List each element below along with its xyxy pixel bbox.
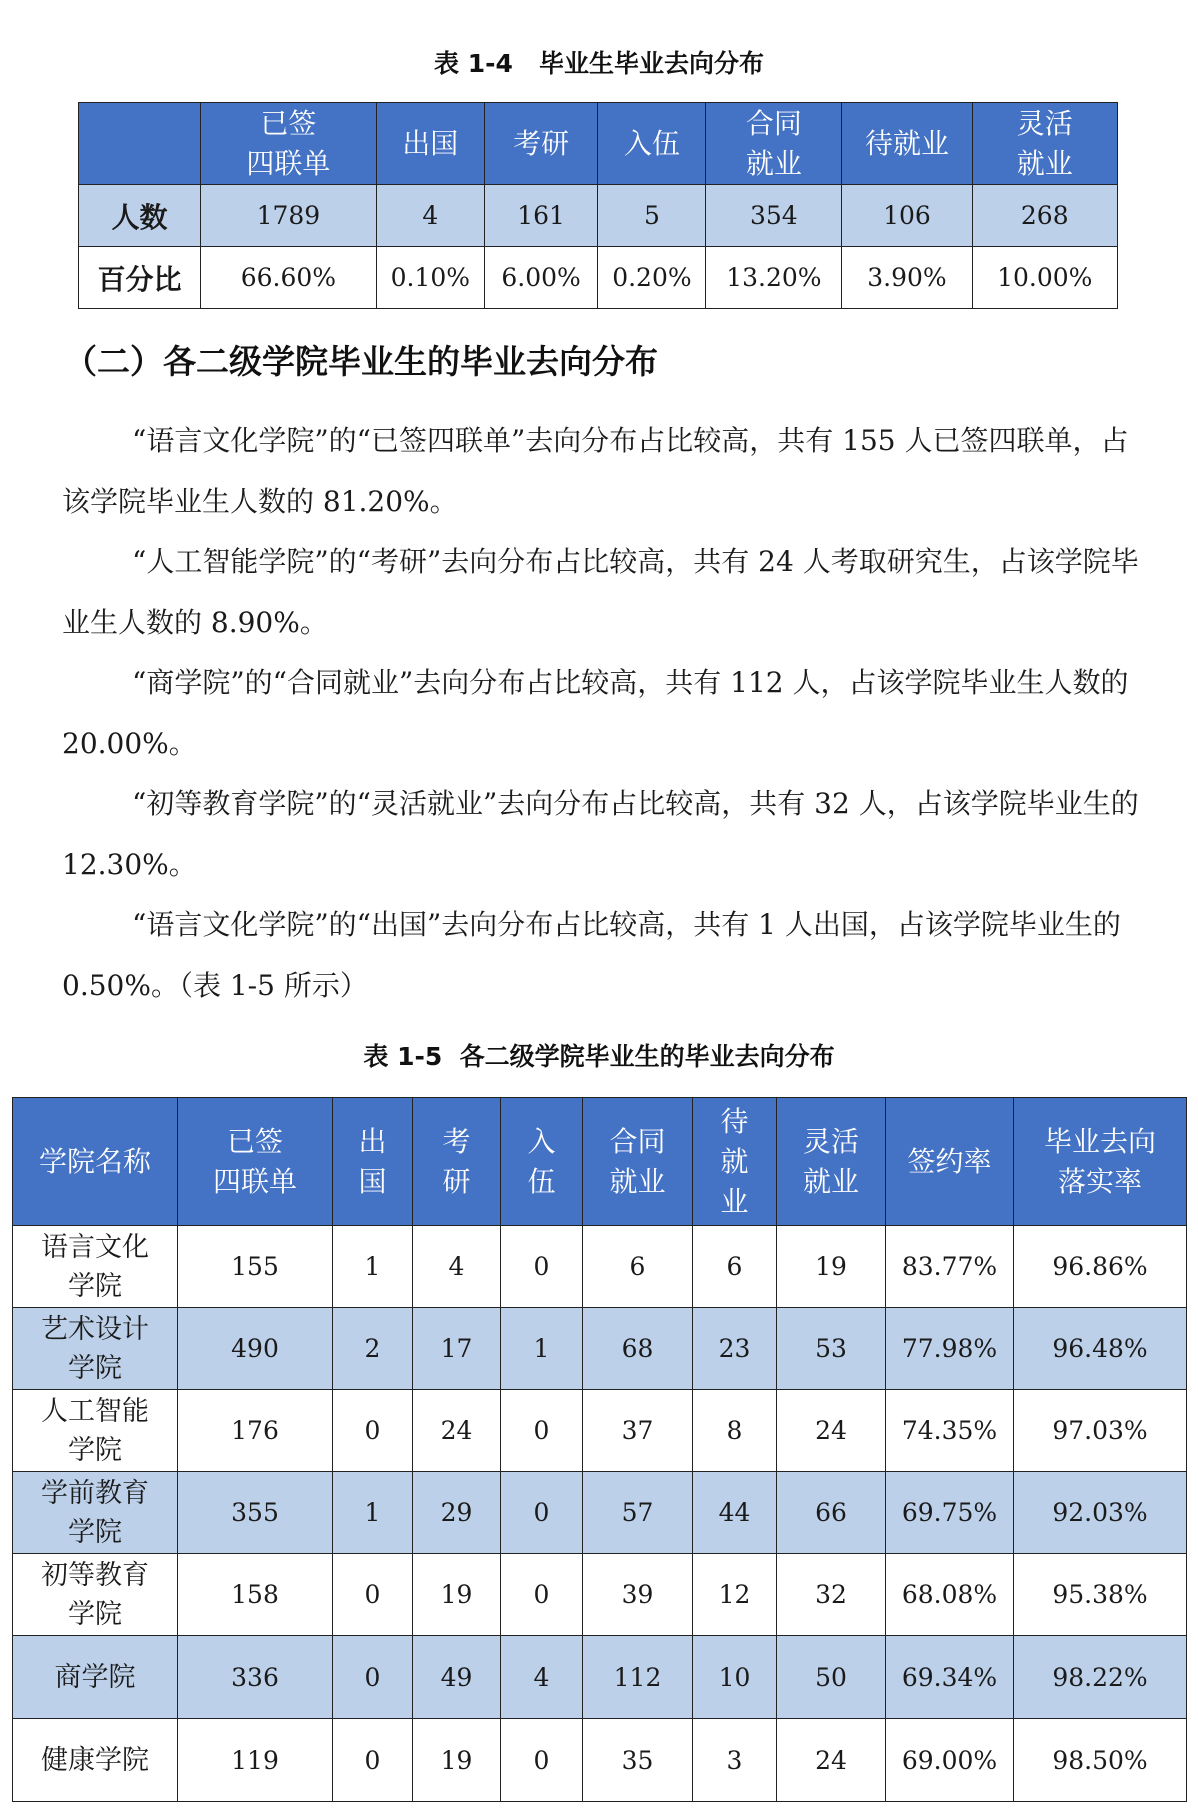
cell: 50 <box>777 1636 886 1719</box>
cell: 0 <box>333 1719 413 1802</box>
cell: 29 <box>413 1472 501 1554</box>
table1-header-signed: 已签 四联单 <box>200 103 376 185</box>
cell: 355 <box>178 1472 333 1554</box>
cell: 6 <box>693 1226 777 1308</box>
cell: 98.22% <box>1014 1636 1187 1719</box>
paragraph: “初等教育学院”的“灵活就业”去向分布占比较高，共有 32 人，占该学院毕业生的 12.30%。 <box>62 787 1139 881</box>
table-row <box>13 1636 1187 1719</box>
college-name: 初等教育 学院 <box>13 1554 178 1636</box>
cell: 1789 <box>200 185 376 247</box>
table2-caption: 表 1-5 各二级学院毕业生的毕业去向分布 <box>363 1042 835 1071</box>
cell: 10.00% <box>972 247 1117 309</box>
cell: 12 <box>693 1554 777 1636</box>
cell: 96.48% <box>1014 1308 1187 1390</box>
cell: 53 <box>777 1308 886 1390</box>
section-heading: （二）各二级学院毕业生的毕业去向分布 <box>64 342 658 381</box>
college-name: 艺术设计 学院 <box>13 1308 178 1390</box>
table-row <box>13 1554 1187 1636</box>
cell: 74.35% <box>886 1390 1014 1472</box>
cell: 69.75% <box>886 1472 1014 1554</box>
cell: 57 <box>583 1472 693 1554</box>
cell: 3.90% <box>842 247 972 309</box>
cell: 0 <box>501 1390 583 1472</box>
table1-header-abroad: 出国 <box>376 103 484 185</box>
cell: 0 <box>501 1472 583 1554</box>
table1-header-waiting: 待就业 <box>842 103 972 185</box>
cell: 77.98% <box>886 1308 1014 1390</box>
cell: 24 <box>777 1719 886 1802</box>
cell: 83.77% <box>886 1226 1014 1308</box>
cell: 0 <box>333 1636 413 1719</box>
cell: 0 <box>333 1390 413 1472</box>
cell: 24 <box>413 1390 501 1472</box>
cell: 0 <box>333 1554 413 1636</box>
table2-header-waiting: 待 就 业 <box>693 1098 777 1226</box>
cell: 32 <box>777 1554 886 1636</box>
cell: 336 <box>178 1636 333 1719</box>
college-name: 商学院 <box>13 1636 178 1719</box>
table2-header-contract: 合同 就业 <box>583 1098 693 1226</box>
cell: 96.86% <box>1014 1226 1187 1308</box>
table1-header-postgrad: 考研 <box>484 103 598 185</box>
table-row <box>13 1472 1187 1554</box>
paragraph: “语言文化学院”的“出国”去向分布占比较高，共有 1 人出国，占该学院毕业生的 0.50%。（表 1-5 所示） <box>62 908 1121 1002</box>
cell: 119 <box>178 1719 333 1802</box>
college-destination-table <box>12 1097 1187 1802</box>
table-row <box>13 1308 1187 1390</box>
college-name: 健康学院 <box>13 1719 178 1802</box>
cell: 95.38% <box>1014 1554 1187 1636</box>
table1-header-row <box>79 103 1118 185</box>
cell: 155 <box>178 1226 333 1308</box>
cell: 44 <box>693 1472 777 1554</box>
cell: 23 <box>693 1308 777 1390</box>
cell: 176 <box>178 1390 333 1472</box>
cell: 2 <box>333 1308 413 1390</box>
table2-header-placement-rate: 毕业去向 落实率 <box>1014 1098 1187 1226</box>
table2-header-army: 入 伍 <box>501 1098 583 1226</box>
cell: 268 <box>972 185 1117 247</box>
graduate-destination-table <box>78 102 1118 309</box>
table1-header-contract: 合同 就业 <box>706 103 842 185</box>
cell: 68.08% <box>886 1554 1014 1636</box>
college-name: 语言文化 学院 <box>13 1226 178 1308</box>
cell: 0 <box>501 1554 583 1636</box>
cell: 0 <box>501 1226 583 1308</box>
table-row <box>13 1226 1187 1308</box>
cell: 68 <box>583 1308 693 1390</box>
cell: 97.03% <box>1014 1390 1187 1472</box>
cell: 92.03% <box>1014 1472 1187 1554</box>
table2-header-row <box>13 1098 1187 1226</box>
cell: 35 <box>583 1719 693 1802</box>
cell: 98.50% <box>1014 1719 1187 1802</box>
cell: 5 <box>598 185 706 247</box>
cell: 17 <box>413 1308 501 1390</box>
cell: 106 <box>842 185 972 247</box>
cell: 19 <box>413 1554 501 1636</box>
table2-header-signed: 已签 四联单 <box>178 1098 333 1226</box>
table1-row-count <box>79 185 1118 247</box>
college-name: 学前教育 学院 <box>13 1472 178 1554</box>
table1-header-corner <box>79 103 201 185</box>
paragraph: “语言文化学院”的“已签四联单”去向分布占比较高，共有 155 人已签四联单，占该学院毕业生人数的 81.20%。 <box>62 424 1129 518</box>
paragraph: “商学院”的“合同就业”去向分布占比较高，共有 112 人，占该学院毕业生人数的 20.00%。 <box>62 666 1129 760</box>
table1-caption: 表 1-4 毕业生毕业去向分布 <box>434 49 764 78</box>
cell: 1 <box>333 1472 413 1554</box>
cell: 39 <box>583 1554 693 1636</box>
cell: 13.20% <box>706 247 842 309</box>
row-label: 人数 <box>79 185 201 247</box>
table2-header-postgrad: 考 研 <box>413 1098 501 1226</box>
cell: 19 <box>777 1226 886 1308</box>
cell: 158 <box>178 1554 333 1636</box>
cell: 1 <box>333 1226 413 1308</box>
cell: 6.00% <box>484 247 598 309</box>
table2-header-college: 学院名称 <box>13 1098 178 1226</box>
cell: 37 <box>583 1390 693 1472</box>
cell: 69.00% <box>886 1719 1014 1802</box>
cell: 10 <box>693 1636 777 1719</box>
cell: 66 <box>777 1472 886 1554</box>
cell: 69.34% <box>886 1636 1014 1719</box>
cell: 490 <box>178 1308 333 1390</box>
cell: 0 <box>501 1719 583 1802</box>
row-label: 百分比 <box>79 247 201 309</box>
college-name: 人工智能 学院 <box>13 1390 178 1472</box>
cell: 24 <box>777 1390 886 1472</box>
cell: 161 <box>484 185 598 247</box>
cell: 3 <box>693 1719 777 1802</box>
cell: 4 <box>501 1636 583 1719</box>
cell: 0.10% <box>376 247 484 309</box>
table1-row-percent <box>79 247 1118 309</box>
paragraph: “人工智能学院”的“考研”去向分布占比较高，共有 24 人考取研究生，占该学院毕业生人数的 8.90%。 <box>62 545 1139 639</box>
cell: 354 <box>706 185 842 247</box>
cell: 0.20% <box>598 247 706 309</box>
cell: 4 <box>413 1226 501 1308</box>
cell: 8 <box>693 1390 777 1472</box>
table1-header-army: 入伍 <box>598 103 706 185</box>
cell: 4 <box>376 185 484 247</box>
cell: 1 <box>501 1308 583 1390</box>
table2-header-sign-rate: 签约率 <box>886 1098 1014 1226</box>
table-row <box>13 1390 1187 1472</box>
cell: 19 <box>413 1719 501 1802</box>
table-row <box>13 1719 1187 1802</box>
cell: 6 <box>583 1226 693 1308</box>
cell: 66.60% <box>200 247 376 309</box>
table1-header-flexible: 灵活 就业 <box>972 103 1117 185</box>
cell: 49 <box>413 1636 501 1719</box>
table2-header-flexible: 灵活 就业 <box>777 1098 886 1226</box>
cell: 112 <box>583 1636 693 1719</box>
table2-header-abroad: 出 国 <box>333 1098 413 1226</box>
